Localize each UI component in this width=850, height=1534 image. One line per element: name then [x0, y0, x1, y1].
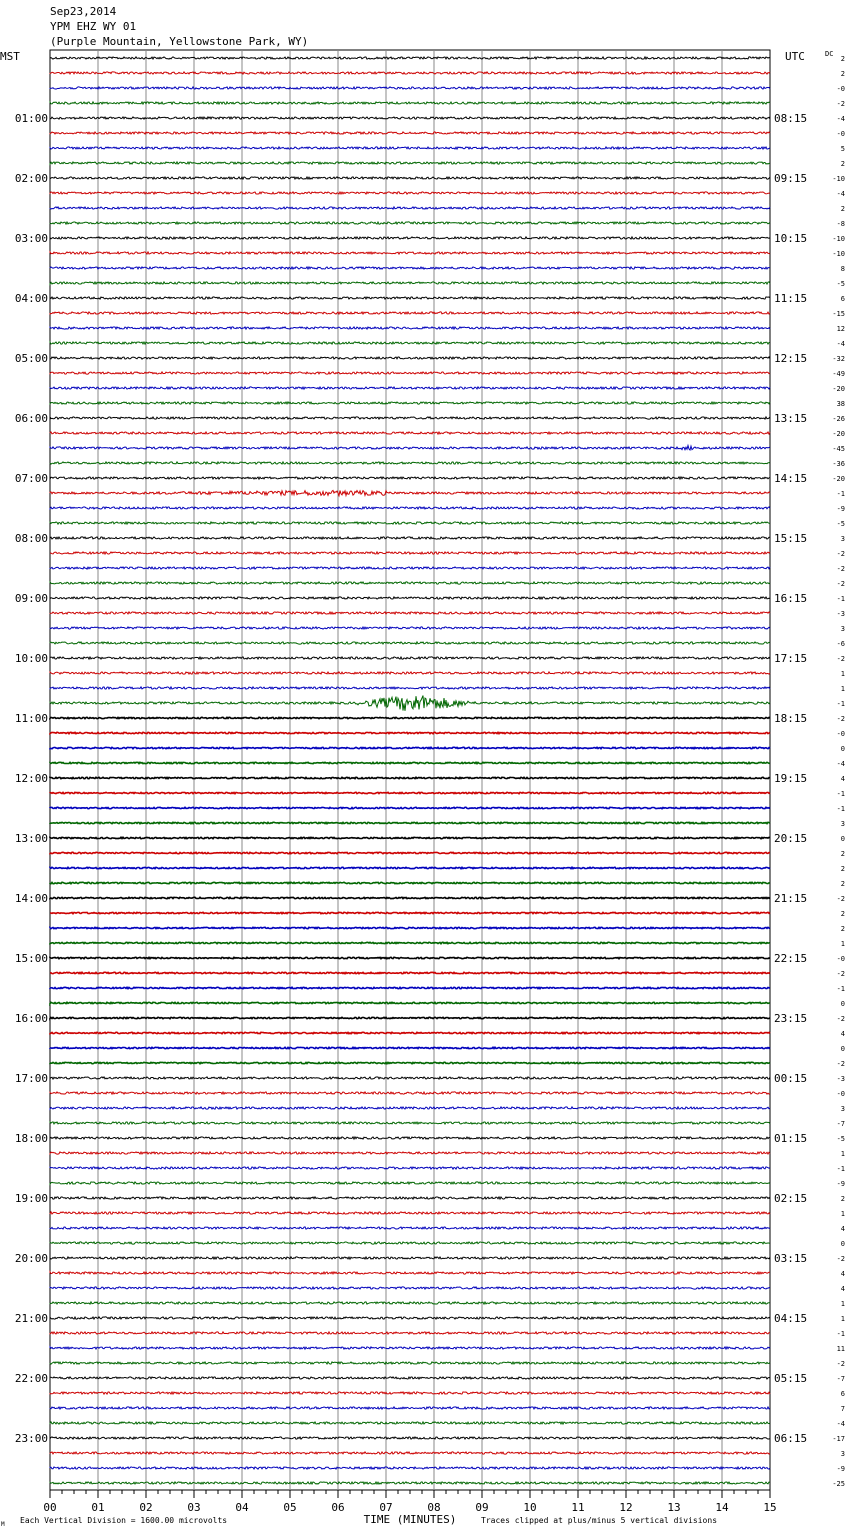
mst-hour-label: 04:00 [14, 292, 48, 305]
mst-hour-label: 07:00 [14, 472, 48, 485]
dc-offset-label: 2 [840, 880, 845, 888]
dc-offset-label: -0 [836, 1090, 845, 1098]
dc-offset-label: 2 [840, 1195, 845, 1203]
trace-line [50, 687, 770, 689]
trace-line [50, 462, 770, 464]
dc-offset-label: 1 [840, 940, 845, 948]
dc-offset-label: 0 [840, 1045, 845, 1053]
dc-offset-label: 1 [840, 1150, 845, 1158]
dc-offset-label: -26 [832, 415, 845, 423]
mst-hour-label: 05:00 [14, 352, 48, 365]
dc-offset-label: -20 [832, 475, 845, 483]
dc-offset-label: -2 [836, 1360, 845, 1368]
dc-offset-label: 2 [840, 160, 845, 168]
trace-line [50, 1197, 770, 1199]
dc-offset-label: -2 [836, 970, 845, 978]
dc-offset-label: -2 [836, 100, 845, 108]
dc-offset-label: 1 [840, 685, 845, 693]
trace-line [50, 477, 770, 479]
dc-offset-label: -3 [836, 610, 845, 618]
trace-line [50, 1227, 770, 1229]
trace-line [50, 1257, 770, 1259]
dc-offset-label: 2 [840, 70, 845, 78]
trace-line [50, 1047, 770, 1048]
mst-hour-label: 19:00 [14, 1192, 48, 1205]
trace-line [50, 1347, 770, 1349]
dc-offset-label: -2 [836, 550, 845, 558]
trace-line [50, 446, 770, 451]
dc-offset-label: -8 [836, 220, 845, 228]
dc-offset-label: -7 [836, 1120, 845, 1128]
trace-line [50, 282, 770, 284]
dc-offset-label: -1 [836, 805, 845, 813]
dc-offset-label: -1 [836, 790, 845, 798]
dc-offset-label: 4 [840, 775, 845, 783]
trace-line [50, 1092, 770, 1094]
dc-offset-label: 0 [840, 1000, 845, 1008]
trace-line [50, 672, 770, 674]
dc-offset-label: 0 [840, 1240, 845, 1248]
trace-line [50, 1077, 770, 1079]
chart-date: Sep23,2014 [50, 5, 117, 18]
dc-offset-label: -4 [836, 190, 845, 198]
trace-line [50, 612, 770, 614]
dc-offset-label: 4 [840, 1285, 845, 1293]
dc-offset-label: -36 [832, 460, 845, 468]
mst-hour-label: 21:00 [14, 1312, 48, 1325]
trace-line [50, 357, 770, 359]
trace-line [50, 1407, 770, 1409]
utc-hour-label: 19:15 [774, 772, 808, 785]
trace-line [50, 1437, 770, 1439]
dc-offset-label: -6 [836, 640, 845, 648]
dc-offset-label: -2 [836, 1060, 845, 1068]
dc-offset-label: -0 [836, 85, 845, 93]
dc-offset-label: -2 [836, 580, 845, 588]
utc-hour-label: 11:15 [774, 292, 808, 305]
dc-axis-title: DC [825, 50, 834, 58]
x-tick-label: 02 [139, 1501, 153, 1514]
dc-offset-label: 11 [836, 1345, 845, 1353]
dc-offset-label: -45 [832, 445, 845, 453]
utc-hour-label: 06:15 [774, 1432, 808, 1445]
dc-offset-label: -9 [836, 1465, 845, 1473]
mst-hour-label: 15:00 [14, 952, 48, 965]
trace-line [50, 522, 770, 524]
dc-offset-label: -10 [832, 250, 845, 258]
trace-line [50, 747, 770, 748]
utc-hour-label: 23:15 [774, 1012, 808, 1025]
utc-hour-label: 22:15 [774, 952, 808, 965]
dc-offset-label: -4 [836, 1420, 845, 1428]
dc-offset-label: 1 [840, 1210, 845, 1218]
trace-line [50, 1392, 770, 1394]
trace-line [50, 552, 770, 554]
x-tick-label: 09 [475, 1501, 489, 1514]
trace-line [50, 207, 770, 209]
dc-offset-label: -0 [836, 130, 845, 138]
utc-hour-label: 15:15 [774, 532, 808, 545]
trace-line [50, 822, 770, 823]
dc-offset-label: -3 [836, 1075, 845, 1083]
utc-hour-label: 12:15 [774, 352, 808, 365]
mst-hour-label: 12:00 [14, 772, 48, 785]
dc-offset-label: 8 [840, 265, 845, 273]
trace-line [50, 912, 770, 913]
dc-offset-label: -1 [836, 700, 845, 708]
dc-offset-label: 3 [840, 1105, 845, 1113]
dc-offset-label: -4 [836, 115, 845, 123]
trace-line [50, 582, 770, 584]
dc-offset-label: 3 [840, 820, 845, 828]
dc-offset-label: -49 [832, 370, 845, 378]
x-tick-label: 14 [715, 1501, 729, 1514]
dc-offset-label: 0 [840, 745, 845, 753]
trace-line [50, 177, 770, 179]
trace-line [50, 597, 770, 599]
station-code: YPM EHZ WY 01 [50, 20, 137, 33]
trace-line [50, 837, 770, 838]
dc-offset-label: -2 [836, 715, 845, 723]
trace-line [50, 1272, 770, 1274]
trace-line [50, 777, 770, 778]
x-tick-label: 04 [235, 1501, 249, 1514]
dc-offset-label: -5 [836, 280, 845, 288]
utc-axis-title: UTC [785, 50, 805, 63]
trace-line [50, 942, 770, 943]
trace-line [50, 867, 770, 868]
dc-offset-label: -2 [836, 1015, 845, 1023]
dc-offset-label: 6 [840, 295, 845, 303]
dc-offset-label: -5 [836, 1135, 845, 1143]
trace-line [50, 567, 770, 569]
dc-offset-label: 38 [836, 400, 845, 408]
trace-line [50, 732, 770, 733]
dc-offset-label: 5 [840, 145, 845, 153]
trace-line [50, 1182, 770, 1184]
mst-hour-label: 10:00 [14, 652, 48, 665]
station-location: (Purple Mountain, Yellowstone Park, WY) [50, 35, 309, 48]
utc-hour-label: 17:15 [774, 652, 808, 665]
trace-line [50, 87, 770, 89]
dc-offset-label: -10 [832, 235, 845, 243]
mst-hour-label: 13:00 [14, 832, 48, 845]
trace-line [50, 1482, 770, 1484]
trace-line [50, 1167, 770, 1169]
dc-offset-label: -1 [836, 1330, 845, 1338]
utc-hour-label: 13:15 [774, 412, 808, 425]
dc-offset-label: 4 [840, 1225, 845, 1233]
mst-hour-label: 20:00 [14, 1252, 48, 1265]
trace-line [50, 267, 770, 269]
dc-offset-label: -5 [836, 520, 845, 528]
trace-line [50, 432, 770, 434]
trace-line [50, 1452, 770, 1454]
x-tick-label: 08 [427, 1501, 441, 1514]
x-tick-label: 03 [187, 1501, 201, 1514]
trace-line [50, 192, 770, 194]
mst-hour-label: 03:00 [14, 232, 48, 245]
x-tick-label: 06 [331, 1501, 345, 1514]
dc-offset-label: 2 [840, 55, 845, 63]
trace-line [50, 162, 770, 164]
trace-line [50, 1302, 770, 1304]
trace-line [50, 987, 770, 988]
dc-offset-label: -0 [836, 955, 845, 963]
x-tick-label: 01 [91, 1501, 105, 1514]
trace-line [50, 642, 770, 644]
x-tick-label: 05 [283, 1501, 297, 1514]
utc-hour-label: 01:15 [774, 1132, 808, 1145]
dc-offset-label: 4 [840, 1030, 845, 1038]
trace-line [50, 387, 770, 389]
dc-offset-label: -25 [832, 1480, 845, 1488]
scale-note: Each Vertical Division = 1600.00 microvolts [20, 1516, 228, 1525]
dc-offset-label: -1 [836, 1165, 845, 1173]
trace-line [50, 1287, 770, 1289]
dc-offset-label: -0 [836, 730, 845, 738]
dc-offset-label: -10 [832, 175, 845, 183]
trace-line [50, 1152, 770, 1154]
utc-hour-label: 20:15 [774, 832, 808, 845]
dc-offset-label: -9 [836, 1180, 845, 1188]
dc-offset-label: 3 [840, 625, 845, 633]
trace-line [50, 1362, 770, 1364]
trace-line [50, 57, 770, 59]
utc-hour-label: 16:15 [774, 592, 808, 605]
trace-line [50, 627, 770, 629]
mst-hour-label: 11:00 [14, 712, 48, 725]
trace-line [50, 1002, 770, 1003]
mst-axis-title: MST [0, 50, 20, 63]
trace-line [50, 1212, 770, 1214]
trace-line [50, 852, 770, 853]
utc-hour-label: 18:15 [774, 712, 808, 725]
dc-offset-label: -15 [832, 310, 845, 318]
trace-line [50, 342, 770, 344]
mst-hour-label: 14:00 [14, 892, 48, 905]
mst-hour-label: 01:00 [14, 112, 48, 125]
mst-hour-label: 02:00 [14, 172, 48, 185]
dc-offset-label: 4 [840, 1270, 845, 1278]
trace-line [50, 402, 770, 404]
utc-hour-label: 03:15 [774, 1252, 808, 1265]
trace-line [50, 897, 770, 898]
trace-line [50, 882, 770, 883]
trace-line [50, 537, 770, 539]
x-tick-label: 00 [43, 1501, 57, 1514]
mst-hour-label: 09:00 [14, 592, 48, 605]
trace-line [50, 132, 770, 134]
dc-offset-label: 7 [840, 1405, 845, 1413]
trace-line [50, 1332, 770, 1334]
dc-offset-label: -1 [836, 985, 845, 993]
trace-line [50, 372, 770, 374]
trace-line [50, 1107, 770, 1109]
trace-line [50, 1467, 770, 1469]
x-tick-label: 15 [763, 1501, 777, 1514]
dc-offset-label: 2 [840, 205, 845, 213]
dc-offset-label: -17 [832, 1435, 845, 1443]
mst-hour-label: 16:00 [14, 1012, 48, 1025]
trace-line [50, 1137, 770, 1139]
utc-hour-label: 14:15 [774, 472, 808, 485]
dc-offset-label: -2 [836, 1255, 845, 1263]
utc-hour-label: 21:15 [774, 892, 808, 905]
trace-line [50, 312, 770, 314]
trace-line [50, 927, 770, 928]
trace-line [50, 1377, 770, 1379]
trace-line [50, 297, 770, 299]
dc-offset-label: -2 [836, 655, 845, 663]
dc-offset-label: -1 [836, 490, 845, 498]
dc-offset-label: -20 [832, 430, 845, 438]
dc-offset-label: -32 [832, 355, 845, 363]
trace-line [50, 147, 770, 149]
x-tick-label: 12 [619, 1501, 633, 1514]
trace-line [50, 762, 770, 763]
dc-offset-label: -2 [836, 895, 845, 903]
trace-line [50, 490, 770, 495]
trace-line [50, 117, 770, 119]
mst-hour-label: 06:00 [14, 412, 48, 425]
trace-line [50, 222, 770, 224]
mst-hour-label: 22:00 [14, 1372, 48, 1385]
trace-line [50, 1122, 770, 1124]
dc-offset-label: 3 [840, 1450, 845, 1458]
x-tick-label: 10 [523, 1501, 537, 1514]
mst-hour-label: 17:00 [14, 1072, 48, 1085]
dc-offset-label: 1 [840, 1300, 845, 1308]
dc-offset-label: 2 [840, 910, 845, 918]
trace-line [50, 1017, 770, 1018]
x-tick-label: 13 [667, 1501, 681, 1514]
utc-hour-label: 10:15 [774, 232, 808, 245]
dc-offset-label: 3 [840, 535, 845, 543]
dc-offset-label: 1 [840, 670, 845, 678]
trace-line [50, 72, 770, 74]
trace-line [50, 657, 770, 659]
utc-hour-label: 02:15 [774, 1192, 808, 1205]
trace-line [50, 237, 770, 239]
trace-line [50, 696, 770, 711]
dc-offset-label: 2 [840, 850, 845, 858]
dc-offset-label: -4 [836, 340, 845, 348]
dc-offset-label: 6 [840, 1390, 845, 1398]
trace-line [50, 1242, 770, 1244]
utc-hour-label: 00:15 [774, 1072, 808, 1085]
x-tick-label: 11 [571, 1501, 585, 1514]
dc-offset-label: -4 [836, 760, 845, 768]
dc-offset-label: -9 [836, 505, 845, 513]
trace-line [50, 807, 770, 808]
dc-offset-label: -1 [836, 595, 845, 603]
footer-mark: M [1, 1521, 5, 1528]
trace-line [50, 327, 770, 329]
trace-line [50, 1317, 770, 1319]
mst-hour-label: 23:00 [14, 1432, 48, 1445]
dc-offset-label: 12 [836, 325, 845, 333]
utc-hour-label: 05:15 [774, 1372, 808, 1385]
trace-line [50, 507, 770, 509]
dc-offset-label: 2 [840, 925, 845, 933]
dc-offset-label: 2 [840, 865, 845, 873]
trace-line [50, 1062, 770, 1063]
dc-offset-label: -7 [836, 1375, 845, 1383]
dc-offset-label: 0 [840, 835, 845, 843]
trace-line [50, 1032, 770, 1033]
trace-line [50, 972, 770, 973]
dc-offset-label: -20 [832, 385, 845, 393]
x-axis-label: TIME (MINUTES) [363, 1513, 457, 1526]
utc-hour-label: 04:15 [774, 1312, 808, 1325]
utc-hour-label: 09:15 [774, 172, 808, 185]
mst-hour-label: 18:00 [14, 1132, 48, 1145]
dc-offset-label: 1 [840, 1315, 845, 1323]
trace-line [50, 1422, 770, 1424]
trace-line [50, 957, 770, 958]
trace-line [50, 717, 770, 718]
trace-line [50, 252, 770, 254]
dc-offset-label: -2 [836, 565, 845, 573]
x-tick-label: 07 [379, 1501, 393, 1514]
utc-hour-label: 08:15 [774, 112, 808, 125]
clip-note: Traces clipped at plus/minus 5 vertical divisions [481, 1516, 718, 1525]
trace-line [50, 102, 770, 104]
trace-line [50, 792, 770, 793]
mst-hour-label: 08:00 [14, 532, 48, 545]
trace-line [50, 417, 770, 419]
